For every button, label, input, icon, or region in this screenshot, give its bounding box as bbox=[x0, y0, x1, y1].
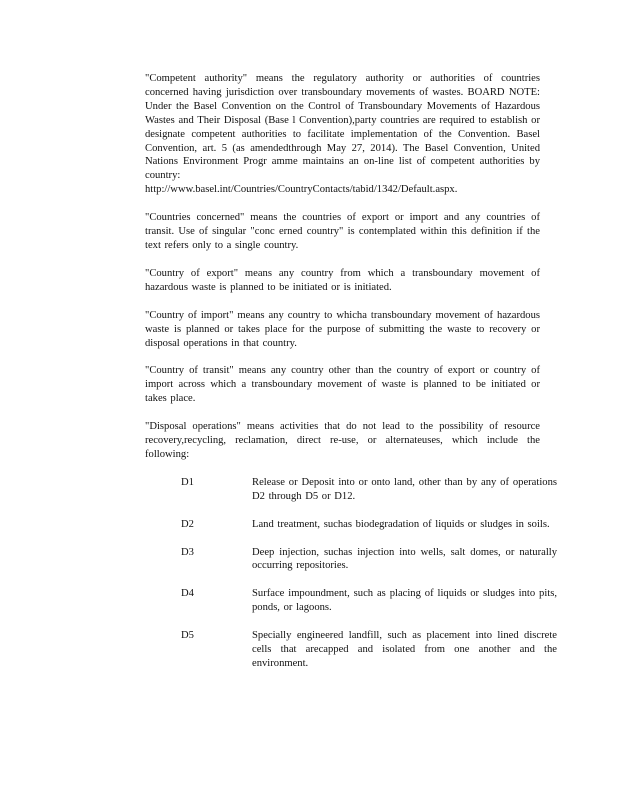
definition-country-of-export bbox=[145, 267, 540, 295]
definition-competent-authority bbox=[145, 72, 540, 197]
disposal-codes-list bbox=[145, 476, 557, 671]
competent-authority-text: "Competent authority" means the regulatory authority or authorities of countries concerned having jurisdiction over transboundary movements of wastes. bbox=[145, 73, 540, 98]
disposal-code-item bbox=[181, 629, 557, 671]
definition-country-of-transit bbox=[145, 364, 540, 406]
country-of-import-text: "Country of import" means any country to whicha transboundary movement of hazardous waste is planned or takes place for the purpose of submitting the waste to recovery or disposal operations in that country. bbox=[145, 309, 540, 349]
disposal-code-item bbox=[181, 476, 557, 504]
country-of-export-text: "Country of export" means any country from which a transboundary movement of hazardous waste is planned to be initiated or is initiated. bbox=[145, 267, 540, 293]
disposal-code-label: D5 bbox=[181, 630, 194, 642]
disposal-operations-text: "Disposal operations" means activities that do not lead to the possibility of resource recovery,recycling, reclamation, direct re-use, or alternateuses, which include the following: bbox=[145, 421, 540, 460]
disposal-code-label: D4 bbox=[181, 588, 194, 600]
disposal-code-label: D1 bbox=[181, 476, 194, 488]
disposal-code-text: Deep injection, suchas injection into wells, salt domes, or naturally occurring repositories. bbox=[252, 546, 557, 572]
disposal-code-label: D3 bbox=[181, 546, 194, 558]
board-note-text: BOARD NOTE: Under the Basel Convention on the Control of Transboundary Movements of Hazardous Wastes and Their Disposal (Base l Convention),party countries are required to establish or designate competent authorities to facilitate implementation of the Convention. Basel Convention, art. 5 (as amendedthrough May 27, 2014). The Basel Convention, United Nations Environment Progr amme maintains an on-line list of competent authorities by country: bbox=[145, 86, 541, 182]
definition-disposal-operations bbox=[145, 420, 540, 462]
countries-concerned-text: "Countries concerned" means the countries of export or import and any countries of transit. Use of singular "conc erned country" is contemplated within this definition if the text refers only to a single country. bbox=[145, 212, 540, 251]
basel-url-link[interactable]: http://www.basel.int/Countries/CountryContacts/tabid/1342/Default.aspx. bbox=[145, 184, 458, 196]
definition-country-of-import bbox=[145, 309, 540, 351]
definition-countries-concerned bbox=[145, 211, 540, 253]
disposal-code-text: Release or Deposit into or onto land, other than by any of operations D2 through D5 or D12. bbox=[252, 476, 557, 502]
disposal-code-item bbox=[181, 518, 557, 532]
disposal-code-text: Land treatment, suchas biodegradation of liquids or sludges in soils. bbox=[252, 518, 550, 530]
disposal-code-label: D2 bbox=[181, 518, 194, 530]
disposal-code-item bbox=[181, 587, 557, 615]
disposal-code-item bbox=[181, 546, 557, 574]
country-of-transit-text: "Country of transit" means any country other than the country of export or country of import across which a transboundary movement of waste is planned to be initiated or takes place. bbox=[145, 365, 540, 405]
disposal-code-text: Surface impoundment, such as placing of liquids or sludges into pits, ponds, or lagoons. bbox=[252, 588, 557, 614]
document-page bbox=[145, 72, 557, 685]
disposal-code-text: Specially engineered landfill, such as placement into lined discrete cells that arecapped and isolated from one another and the environment. bbox=[252, 630, 557, 669]
